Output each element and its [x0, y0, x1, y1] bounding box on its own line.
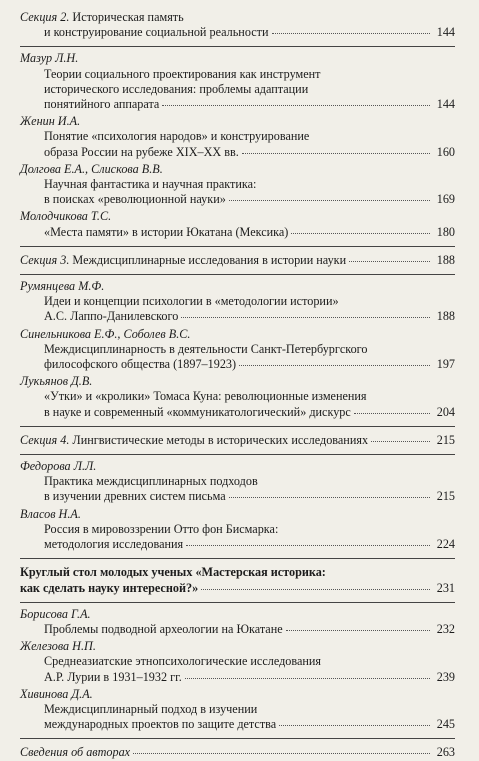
dot-leader	[185, 678, 430, 679]
entry-title-last: Проблемы подводной археологии на Юкатане	[44, 621, 283, 636]
round-table-title-cont: как сделать науку интересной?»	[20, 580, 199, 595]
entry-title-line: «Утки» и «кролики» Томаса Куна: революционные изменения	[44, 389, 367, 404]
entry-title-line: Среднеазиатские этнопсихологические исследования	[44, 654, 322, 669]
entry-title-line: Научная фантастика и научная практика:	[44, 177, 257, 192]
toc-entry	[20, 687, 455, 733]
page-number: 245	[436, 717, 455, 732]
dot-leader	[181, 317, 430, 318]
dot-leader	[291, 233, 430, 234]
entry-author: Власов Н.А.	[20, 506, 81, 521]
section-label: Секция 3.	[20, 252, 70, 267]
divider	[20, 558, 455, 559]
toc-section-4	[20, 433, 455, 448]
page-number: 263	[436, 745, 455, 760]
toc-entry	[20, 327, 455, 373]
entry-title-last: А.Р. Лурии в 1931–1932 гг.	[44, 669, 182, 684]
entry-title-last: в изучении древних систем письма	[44, 489, 226, 504]
entry-title-line: Понятие «психология народов» и конструирование	[44, 129, 310, 144]
page-number: 188	[436, 252, 455, 267]
toc-entry	[20, 279, 455, 325]
dot-leader	[349, 261, 430, 262]
entry-title-line: Теории социального проектирования как инструмент	[44, 66, 321, 81]
entry-author: Хивинова Д.А.	[20, 686, 93, 701]
entry-title-last: «Места памяти» в истории Юкатана (Мексика)	[44, 224, 289, 239]
dot-leader	[186, 545, 430, 546]
dot-leader	[354, 413, 430, 414]
page-number: 232	[436, 621, 455, 636]
page-number: 197	[436, 357, 455, 372]
toc-entry	[20, 639, 455, 685]
entry-title-last: понятийного аппарата	[44, 97, 160, 112]
toc-entry	[20, 374, 455, 420]
dot-leader	[286, 630, 430, 631]
toc-authors-info	[20, 745, 455, 760]
section-label: Секция 4.	[20, 432, 70, 447]
toc-entry	[20, 209, 455, 239]
toc-entry	[20, 607, 455, 637]
toc-section-3	[20, 253, 455, 268]
page-number: 215	[436, 432, 455, 447]
entry-title-line: Междисциплинарный подход в изучении	[44, 701, 258, 716]
toc-entry	[20, 507, 455, 553]
dot-leader	[201, 589, 430, 590]
entry-author: Лукьянов Д.В.	[20, 374, 93, 389]
page-number: 239	[436, 669, 455, 684]
section-title-cont: и конструирование социальной реальности	[44, 25, 269, 40]
authors-info-label: Сведения об авторах	[20, 745, 131, 760]
entry-author: Мазур Л.Н.	[20, 51, 79, 66]
entry-author: Борисова Г.А.	[20, 606, 91, 621]
page-number: 188	[436, 309, 455, 324]
section-title: Лингвистические методы в исторических исследованиях	[72, 432, 369, 447]
dot-leader	[229, 200, 430, 201]
dot-leader	[279, 725, 430, 726]
entry-author: Синельникова Е.Ф., Соболев В.С.	[20, 326, 191, 341]
entry-title-last: в поисках «революционной науки»	[44, 192, 226, 207]
page-number: 215	[436, 489, 455, 504]
dot-leader	[229, 497, 430, 498]
divider	[20, 274, 455, 275]
round-table-title: Круглый стол молодых ученых «Мастерская историка:	[20, 565, 326, 580]
toc-entry	[20, 459, 455, 505]
entry-title-last: образа России на рубеже XIX–XX вв.	[44, 144, 239, 159]
entry-title-last: А.С. Лаппо-Данилевского	[44, 309, 179, 324]
entry-author: Федорова Л.Л.	[20, 459, 97, 474]
dot-leader	[371, 441, 430, 442]
page-number: 180	[436, 224, 455, 239]
page-number: 224	[436, 537, 455, 552]
entry-author: Молодчикова Т.С.	[20, 209, 112, 224]
section-title: Историческая память	[72, 10, 184, 24]
entry-title-last: в науке и современный «коммуникатологический» дискурс	[44, 404, 351, 419]
page-number: 160	[436, 144, 455, 159]
divider	[20, 602, 455, 603]
divider	[20, 454, 455, 455]
entry-title-line: Идеи и концепции психологии в «методологии истории»	[44, 294, 339, 309]
toc-entry	[20, 114, 455, 160]
entry-title-line: исторического исследования: проблемы адаптации	[44, 81, 309, 96]
dot-leader	[162, 105, 430, 106]
entry-author: Женин И.А.	[20, 114, 81, 129]
entry-title-last: методология исследования	[44, 537, 184, 552]
divider	[20, 738, 455, 739]
toc-section-2	[20, 10, 455, 40]
divider	[20, 246, 455, 247]
page-number: 144	[436, 97, 455, 112]
entry-title-line: Междисциплинарность в деятельности Санкт-Петербургского	[44, 341, 368, 356]
toc-entry	[20, 51, 455, 112]
dot-leader	[239, 365, 430, 366]
divider	[20, 426, 455, 427]
toc-round-table	[20, 565, 455, 595]
entry-title-last: философского общества (1897–1923)	[44, 357, 237, 372]
section-label: Секция 2.	[20, 10, 70, 24]
dot-leader	[242, 153, 430, 154]
entry-author: Румянцева М.Ф.	[20, 279, 105, 294]
entry-author: Долгова Е.А., Слискова В.В.	[20, 161, 163, 176]
toc-entry	[20, 162, 455, 208]
dot-leader	[272, 33, 431, 34]
section-title: Междисциплинарные исследования в истории науки	[72, 252, 347, 267]
entry-title-line: Россия в мировоззрении Отто фон Бисмарка:	[44, 521, 279, 536]
page-number: 204	[436, 404, 455, 419]
page-number: 169	[436, 192, 455, 207]
page-number: 144	[436, 25, 455, 40]
divider	[20, 46, 455, 47]
entry-author: Железова Н.П.	[20, 639, 96, 654]
entry-title-line: Практика междисциплинарных подходов	[44, 474, 258, 489]
dot-leader	[133, 753, 430, 754]
entry-title-last: международных проектов по защите детства	[44, 717, 277, 732]
page-number: 231	[436, 580, 455, 595]
